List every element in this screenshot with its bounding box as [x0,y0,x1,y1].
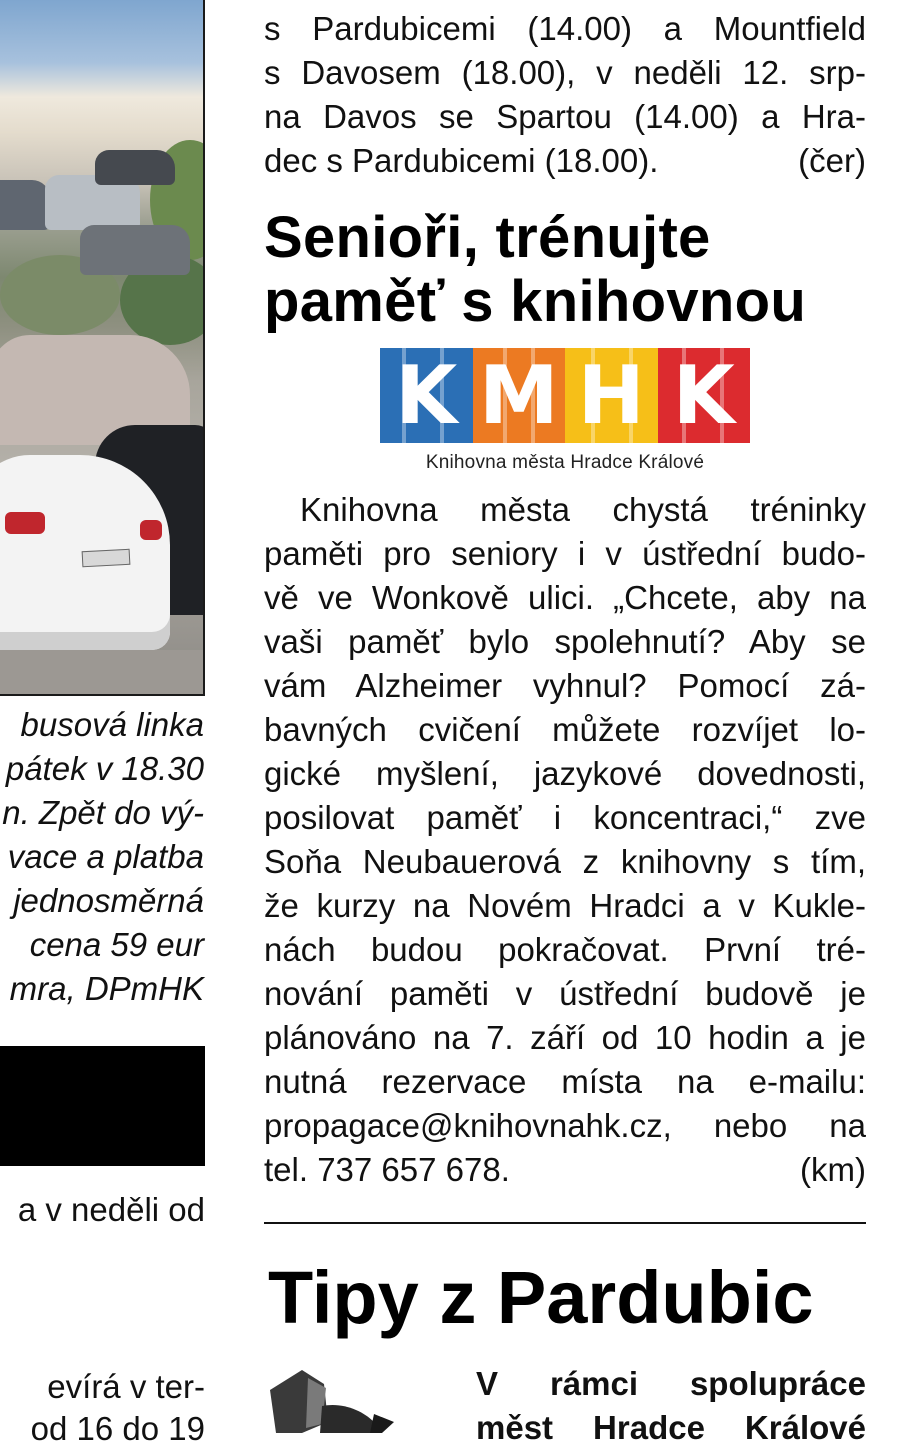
logo-letter: M [478,349,559,442]
article-line: posilovat paměť i koncentraci,“ zve [264,799,866,836]
section-divider [264,1222,866,1224]
caption-line: vace a platba [7,838,204,875]
article-last-line [264,1148,866,1192]
article-line: plánováno na 7. září od 10 hodin a je [264,1019,866,1056]
article-line: vaši paměť bylo spolehnutí? Aby se [264,623,866,660]
left-text-line: evírá v ter- [47,1368,205,1405]
pardubice-thumbnail-image [262,1362,452,1433]
caption-line: n. Zpět do vý- [2,794,204,831]
article-line: vám Alzheimer vyhnul? Pomocí zá- [264,667,866,704]
left-text-fragment-2 [0,1368,205,1447]
article-line: že kurzy na Novém Hradci a v Kukle- [264,887,866,924]
logo-letter: H [577,349,645,442]
logo-caption: Knihovna města Hradce Králové [425,452,705,473]
caption-line: busová linka [20,706,204,743]
article-line: bavných cvičení můžete rozvíjet lo- [264,711,866,748]
article-line: na Davos se Spartou (14.00) a Hra- [264,98,866,135]
logo-tile-k [380,348,473,443]
article-line: s Davosem (18.00), v neděli 12. srp- [264,54,866,91]
section-intro [476,1362,866,1450]
headline-line: paměť s knihovnou [264,269,807,334]
article-last-line [264,139,866,183]
phone-number-line: tel. 737 657 678. [264,1151,510,1188]
logo-tiles [380,348,750,443]
logo-tile-k2 [658,348,751,443]
caption-line: pátek v 18.30 [5,750,204,787]
left-text-line: a v neděli od [17,1191,205,1228]
logo-letter: K [395,349,458,442]
caption-line: cena 59 eur [29,926,204,963]
intro-line: měst Hradce Králové [476,1409,866,1446]
black-heading-block [0,1046,205,1166]
logo-tile-m [473,348,566,443]
top-article-tail [264,7,866,183]
left-text-line: od 16 do 19 [30,1410,205,1447]
logo-letter: K [672,349,735,442]
article-line: paměti pro seniory i v ústřední budo- [264,535,866,572]
email-link-line: propagace@knihovnahk.cz, nebo na [264,1107,866,1144]
author-signature: (km) [800,1151,866,1188]
article-line: dec s Pardubicemi (18.00). [264,142,659,179]
caption-line: mra, DPmHK [9,970,204,1007]
logo-tile-h [565,348,658,443]
caption-line: jednosměrná [13,882,204,919]
article-line: nování paměti v ústřední budově je [264,975,866,1012]
article-line: nutná rezervace místa na e-mailu: [264,1063,866,1100]
article-headline [264,206,876,334]
article-line: nách budou pokračovat. První tré- [264,931,866,968]
library-logo [380,348,750,475]
parking-lot-photo [0,0,205,696]
left-text-fragment [0,1193,205,1233]
article-line: gické myšlení, jazykové dovednosti, [264,755,866,792]
headline-line: Senioři, trénujte [264,205,711,270]
article-body [264,488,866,1192]
article-line: vě ve Wonkově ulici. „Chcete, aby na [264,579,866,616]
article-line: Knihovna města chystá tréninky [300,491,866,528]
section-heading: Tipy z Pardubic [268,1256,814,1339]
article-line: Soňa Neubauerová z knihovny s tím, [264,843,866,880]
author-signature: (čer) [798,142,866,179]
article-line: s Pardubicemi (14.00) a Mountfield [264,10,866,47]
intro-line: V rámci spolupráce [476,1365,866,1402]
